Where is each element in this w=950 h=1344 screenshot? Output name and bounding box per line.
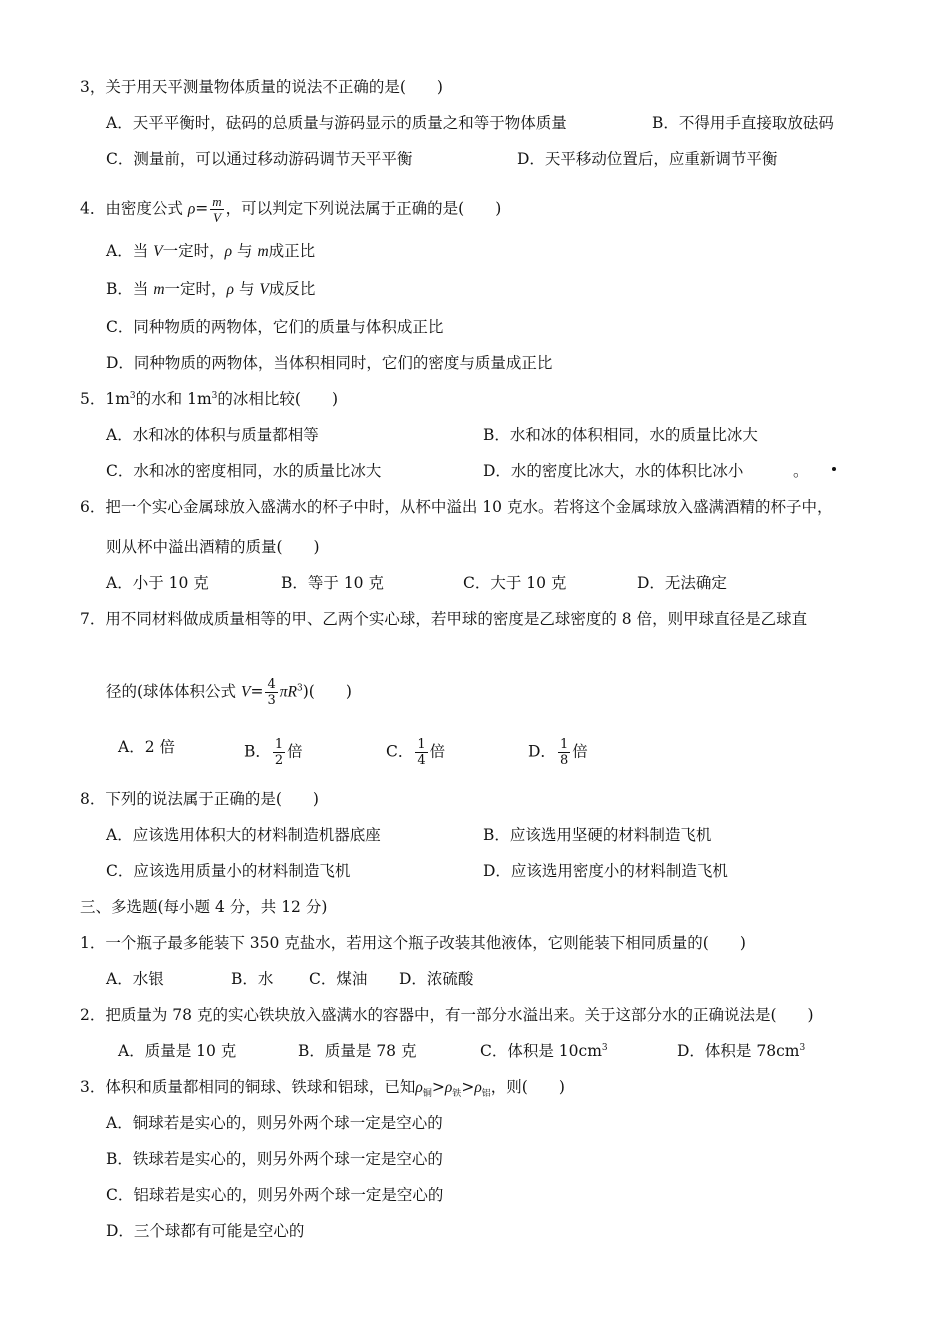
m2-option-c: C．体积是 $10cm^3$ — [480, 1042, 608, 1060]
q8-option-a: A．应该选用体积大的材料制造机器底座 — [106, 826, 381, 844]
q5-option-b: B．水和冰的体积相同，水的质量比冰大 — [483, 426, 758, 444]
m2-option-b: B．质量是 78 克 — [298, 1042, 417, 1060]
m1-option-b: B．水 — [231, 970, 274, 988]
q6-option-c: C．大于 10 克 — [463, 574, 567, 592]
q7-stem-line1: 7．用不同材料做成质量相等的甲、乙两个实心球，若甲球的密度是乙球密度的 8 倍，则甲球直径是乙球直 — [80, 610, 808, 628]
q8-option-b: B．应该选用坚硬的材料制造飞机 — [483, 826, 712, 844]
q5-option-c: C．水和冰的密度相同，水的质量比冰大 — [106, 462, 382, 480]
m1-option-d: D．浓硫酸 — [399, 970, 474, 988]
q6-stem-line2: 则从杯中溢出酒精的质量( ) — [106, 538, 320, 556]
q7-option-b: B． $\frac{1}{2}$ 倍 — [244, 737, 303, 768]
section-title-multiple-choice: 三、多选题(每小题 4 分，共 12 分) — [80, 898, 328, 916]
q6-stem-line1: 6．把一个实心金属球放入盛满水的杯子中时，从杯中溢出 10 克水。若将这个金属球放入盛满酒精的杯子中， — [80, 498, 833, 516]
m1-option-c: C．煤油 — [309, 970, 368, 988]
m1-option-a: A．水银 — [106, 970, 164, 988]
q3-stem: 3，关于用天平测量物体质量的说法不正确的是( ) — [80, 78, 443, 96]
q6-option-d: D．无法确定 — [637, 574, 727, 592]
m2-option-a: A．质量是 10 克 — [118, 1042, 237, 1060]
m2-stem: 2．把质量为 78 克的实心铁块放入盛满水的容器中，有一部分水溢出来。关于这部分水的正确说法是( ) — [80, 1006, 814, 1024]
sphere-volume-fraction: $\frac{4}{3}$ — [267, 677, 276, 708]
density-fraction: $\frac{m}{V}$ — [212, 194, 222, 225]
rho-symbol: ρ — [187, 200, 196, 218]
q7-option-d: D． $\frac{1}{8}$ 倍 — [528, 737, 588, 768]
q6-option-b: B．等于 10 克 — [281, 574, 384, 592]
q5-option-d: D．水的密度比冰大，水的体积比冰小 — [483, 462, 744, 480]
q4-option-c: C．同种物质的两物体，它们的质量与体积成正比 — [106, 318, 444, 336]
m1-stem: 1．一个瓶子最多能装下 350 克盐水，若用这个瓶子改装其他液体，它则能装下相同质量的( ) — [80, 934, 746, 952]
m3-option-c: C．铝球若是实心的，则另外两个球一定是空心的 — [106, 1186, 444, 1204]
m3-option-a: A．铜球若是实心的，则另外两个球一定是空心的 — [106, 1114, 443, 1132]
q8-option-c: C．应该选用质量小的材料制造飞机 — [106, 862, 351, 880]
q4-stem: 4．由密度公式 ρ= $\frac{m}{V}$ ，可以判定下列说法属于正确的是( ) — [80, 194, 502, 225]
m3-option-d: D．三个球都有可能是空心的 — [106, 1222, 305, 1240]
q4-option-d: D．同种物质的两物体，当体积相同时，它们的密度与质量成正比 — [106, 354, 553, 372]
m2-option-d: D．体积是 $78cm^3$ — [677, 1042, 806, 1060]
q3-option-b: B．不得用手直接取放砝码 — [652, 114, 834, 132]
q3-option-d: D．天平移动位置后，应重新调节平衡 — [517, 150, 778, 168]
q4-option-a: A．当 V一定时，ρ 与 m成正比 — [106, 242, 316, 260]
m3-option-b: B．铁球若是实心的，则另外两个球一定是空心的 — [106, 1150, 443, 1168]
q5-stem: 5．$1m^3$的水和 $1m^3$的冰相比较( ) — [80, 390, 338, 408]
q3-option-a: A．天平平衡时，砝码的总质量与游码显示的质量之和等于物体质量 — [106, 114, 567, 132]
q8-stem: 8．下列的说法属于正确的是( ) — [80, 790, 319, 808]
q5-trailing-mark: 。 — [793, 462, 809, 480]
stray-dot-icon — [832, 467, 836, 471]
q4-option-b: B．当 m一定时，ρ 与 V成反比 — [106, 280, 316, 298]
q7-stem-line2: 径的(球体体积公式 V= $\frac{4}{3}$ $\pi R^3$)( ) — [106, 677, 352, 708]
m3-stem: 3．体积和质量都相同的铜球、铁球和铝球，已知$\rho_铜>\rho_铁>\rho_铝$，则( ) — [80, 1078, 565, 1100]
q7-option-a: A．2 倍 — [118, 738, 175, 756]
q3-option-c: C．测量前，可以通过移动游码调节天平平衡 — [106, 150, 413, 168]
q7-option-c: C． $\frac{1}{4}$ 倍 — [386, 737, 446, 768]
q6-option-a: A．小于 10 克 — [106, 574, 209, 592]
q8-option-d: D．应该选用密度小的材料制造飞机 — [483, 862, 728, 880]
q5-option-a: A．水和冰的体积与质量都相等 — [106, 426, 319, 444]
